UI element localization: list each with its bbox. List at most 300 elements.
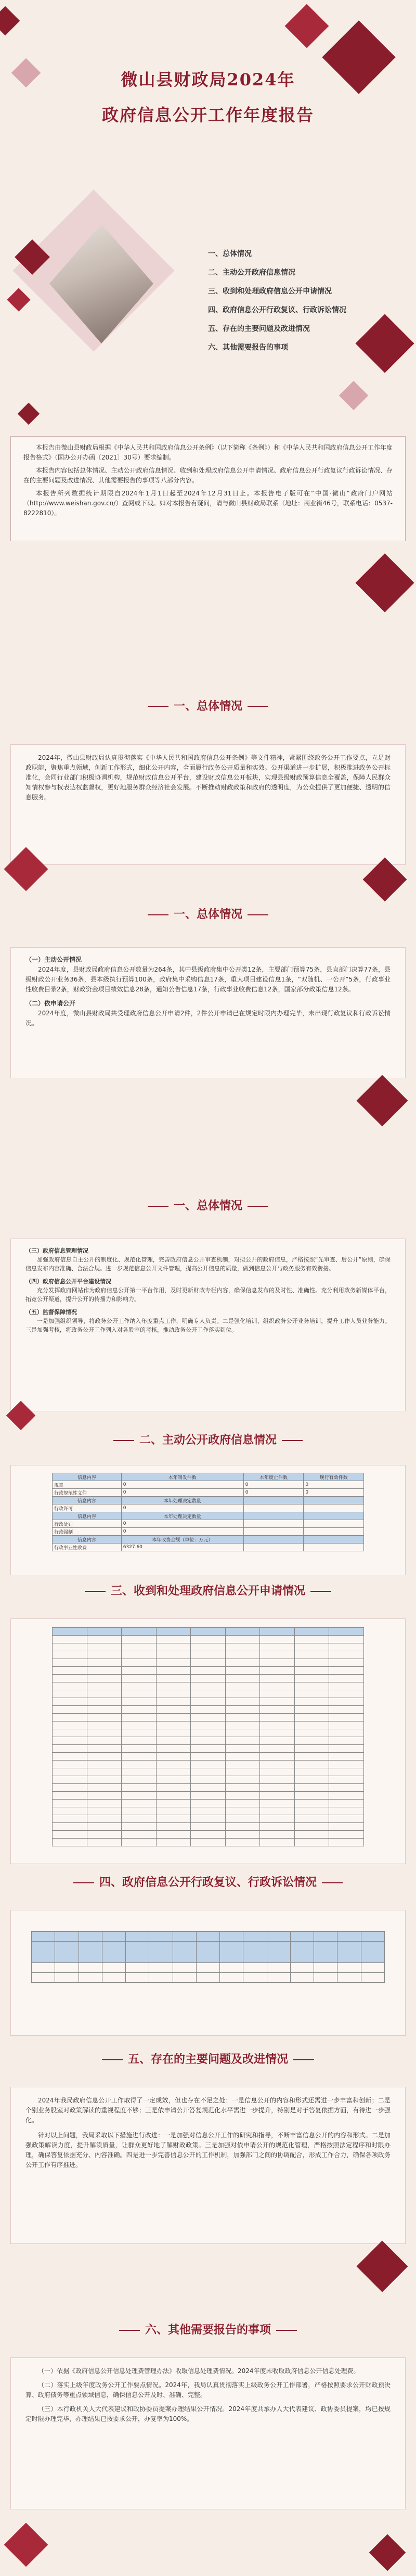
table-cell [294,1815,329,1823]
table-cell [87,1753,122,1761]
table-row [53,1667,364,1675]
table-cell [55,1973,79,1983]
table-cell [122,1667,157,1675]
table-cell [87,1690,122,1698]
section-text: 2024年我局政府信息公开工作取得了一定成效，但也存在不足之处：一是信息公开的内容和形式还需进一步丰富和创新；二是个别业务股室对政策解读的重视程度不够；三是依申请公开答复规范化水平需进一步提升，特别是对于答复依据方面，有待进一步强化。 [25,2097,391,2124]
table-cell [225,1768,260,1776]
section-text: 2024年度，微山县财政局共受理政府信息公开申请2件，2件公开申请已在规定时限内办理完毕，未出现行政复议和行政诉讼情况。 [25,1010,391,1027]
table-cell [314,1963,337,1973]
decor-diamond [339,381,369,411]
table-cell [191,1831,226,1839]
table-cell [87,1651,122,1659]
table-row [53,1636,364,1643]
table-cell [304,1536,364,1544]
table-cell [361,1973,384,1983]
table-row [53,1753,364,1761]
table-cell [53,1784,87,1792]
table-row [53,1544,364,1551]
table-row [53,1651,364,1659]
table-cell [243,1942,267,1963]
table-cell [156,1659,191,1667]
table-cell [243,1528,304,1536]
table-cell [225,1636,260,1643]
table-row [53,1528,364,1536]
table-cell [294,1831,329,1839]
table-cell [225,1761,260,1768]
table-cell [191,1690,226,1698]
table-cell [260,1792,295,1800]
table-cell [225,1800,260,1807]
table-cell [53,1831,87,1839]
table-cell [87,1761,122,1768]
table-row [53,1698,364,1706]
table-cell [260,1651,295,1659]
table-row [53,1706,364,1714]
table-cell [87,1807,122,1815]
table-cell [102,1963,125,1973]
table-cell [87,1706,122,1714]
table-cell [122,1761,157,1768]
table-cell: 本年收费金额（单位：万元） [121,1536,243,1544]
decor-diamond [355,553,414,612]
table-cell [329,1761,364,1768]
table-cell [225,1815,260,1823]
table-cell [53,1753,87,1761]
table-row [53,1768,364,1776]
table-cell [243,1497,304,1504]
section-card [10,947,406,1078]
table-cell [53,1807,87,1815]
intro-paragraph: 本报告所列数据统计期限自2024年1月1日起至2024年12月31日止。本报告电子版可在“中国·微山”政府门户网站（http://www.weishan.gov.cn/）查阅或下载。如对本报告有疑问，请与微山县财政局联系（地址：商业街46号，联系电话：0537-8222810）。 [23,490,393,517]
table-cell [260,1839,295,1846]
toc-item[interactable]: 六、其他需要报告的事项 [208,343,288,352]
table-cell [260,1628,295,1636]
table-cell [260,1776,295,1784]
table-cell: 6327.60 [121,1544,243,1551]
table-cell [156,1800,191,1807]
table-cell [294,1690,329,1698]
table-cell [329,1839,364,1846]
table-cell: 本年处理决定数量 [121,1497,243,1504]
table-cell [260,1667,295,1675]
table-cell [87,1659,122,1667]
table-cell [329,1721,364,1729]
table-cell [225,1784,260,1792]
table-cell [156,1628,191,1636]
table-row [32,1932,385,1942]
table-cell [225,1776,260,1784]
table-cell [225,1659,260,1667]
table-cell [122,1698,157,1706]
table-cell [225,1729,260,1737]
table-cell [243,1973,267,1983]
table-cell [196,1963,219,1973]
table-cell [225,1690,260,1698]
table-cell [191,1776,226,1784]
table-cell [329,1714,364,1721]
table-row [53,1714,364,1721]
table-cell [225,1737,260,1745]
table-cell [290,1942,314,1963]
table-row [32,1963,385,1973]
table-cell [260,1690,295,1698]
table-row [53,1659,364,1667]
table-cell [32,1973,55,1983]
table-cell [243,1512,304,1520]
table-cell [191,1651,226,1659]
table-cell: 信息内容 [53,1473,122,1481]
table-cell [102,1932,125,1942]
table-cell [294,1636,329,1643]
table-cell [122,1721,157,1729]
table-cell [53,1721,87,1729]
decor-diamond [18,403,40,425]
decor-diamond [7,288,30,311]
table-cell [225,1714,260,1721]
table-cell [329,1651,364,1659]
table-cell [304,1544,364,1551]
table-cell [225,1745,260,1753]
table-cell: 0 [121,1520,243,1528]
table-cell [260,1831,295,1839]
table-cell [122,1636,157,1643]
table-row [53,1831,364,1839]
table-cell [191,1628,226,1636]
table-cell [294,1807,329,1815]
table-cell [191,1698,226,1706]
table-cell [149,1942,173,1963]
table-cell [304,1512,364,1520]
table-cell [173,1973,196,1983]
table-cell [329,1792,364,1800]
table-cell [243,1536,304,1544]
table-cell [304,1497,364,1504]
intro-box [10,436,406,541]
table-row [53,1504,364,1512]
table-row [53,1520,364,1528]
table-cell [191,1659,226,1667]
toc-item[interactable]: 三、收到和处理政府信息公开申请情况 [208,287,332,296]
table-cell [156,1745,191,1753]
table-cell [191,1807,226,1815]
table-cell [191,1643,226,1651]
table-cell [122,1776,157,1784]
table-cell: 行政许可 [53,1504,122,1512]
table-cell [156,1667,191,1675]
section-heading: 一、总体情况 [0,697,416,713]
table-cell [260,1682,295,1690]
table-cell [126,1932,149,1942]
table-cell [260,1745,295,1753]
table-cell [122,1643,157,1651]
table-row [53,1481,364,1489]
table-cell [87,1636,122,1643]
table-cell [294,1721,329,1729]
table-row [53,1823,364,1831]
table-cell [267,1963,290,1973]
table-row [53,1690,364,1698]
table-row [53,1729,364,1737]
table-cell [220,1963,243,1973]
table-cell [329,1698,364,1706]
table-cell [329,1690,364,1698]
table-cell [191,1636,226,1643]
table-row [32,1942,385,1963]
section-text: 充分发挥政府网站作为政府信息公开第一平台作用，及时更新财政专栏内容，确保信息发布的及时性、准确性。充分利用政务新媒体平台，拓宽公开渠道，提升公开的传播力和影响力。 [25,1287,391,1303]
table-cell [225,1682,260,1690]
table-cell [87,1737,122,1745]
table-cell [304,1528,364,1536]
table-cell [53,1675,87,1682]
section-heading: 三、收到和处理政府信息公开申请情况 [0,1582,416,1598]
section-card [10,2087,406,2244]
table-cell [329,1659,364,1667]
table-cell [260,1643,295,1651]
table-row [53,1536,364,1544]
table-cell [122,1659,157,1667]
table-cell: 本年废止件数 [243,1473,304,1481]
table-cell [156,1839,191,1846]
table-cell [53,1698,87,1706]
table-cell [294,1745,329,1753]
table-cell [191,1714,226,1721]
table-cell [225,1721,260,1729]
decor-diamond [357,1075,408,1127]
table-cell [191,1761,226,1768]
table-cell [87,1784,122,1792]
section-card [10,1465,406,1575]
table-cell [191,1675,226,1682]
table-cell [122,1628,157,1636]
decor-diamond [0,6,20,36]
table-row [53,1675,364,1682]
table-cell [156,1698,191,1706]
table-cell [294,1729,329,1737]
table-cell [260,1784,295,1792]
table-cell [122,1737,157,1745]
table-cell [294,1706,329,1714]
table-cell [156,1831,191,1839]
table-cell [191,1792,226,1800]
table-cell [87,1745,122,1753]
subheading: （五）监督保障情况 [25,1309,77,1316]
table-cell [225,1698,260,1706]
section-heading: 六、其他需要报告的事项 [0,2321,416,2337]
table-cell [337,1932,361,1942]
table-cell: 信息内容 [53,1512,122,1520]
table-cell [156,1636,191,1643]
table-cell: 行政事业性收费 [53,1544,122,1551]
table-cell [122,1831,157,1839]
table-cell [149,1963,173,1973]
section-card [10,744,406,865]
decor-diamond [4,2523,48,2567]
table-cell [294,1667,329,1675]
table-cell [87,1729,122,1737]
table-cell: 0 [304,1489,364,1497]
table-cell [196,1942,219,1963]
table-cell [191,1706,226,1714]
table-cell [294,1792,329,1800]
table-cell [53,1745,87,1753]
toc-item[interactable]: 二、主动公开政府信息情况 [208,269,295,277]
section-heading: 五、存在的主要问题及改进情况 [0,2050,416,2067]
table-cell [87,1823,122,1831]
table-cell [329,1831,364,1839]
table-cell [122,1784,157,1792]
table-cell [53,1690,87,1698]
table-cell [243,1504,304,1512]
table-cell [329,1628,364,1636]
table-cell [329,1800,364,1807]
table-cell [156,1737,191,1745]
table-cell [191,1823,226,1831]
section-text: （一）依据《政府信息公开信息处理费管理办法》收取信息处理费情况。2024年度未收取政府信息公开信息处理费。 [38,2367,360,2375]
table-cell [294,1643,329,1651]
table-row [53,1512,364,1520]
table-cell [361,1932,384,1942]
table-cell [53,1714,87,1721]
section-card [10,1910,406,2036]
table-cell [156,1753,191,1761]
application-table [52,1627,364,1846]
table-cell [294,1823,329,1831]
subheading: （二）依申请公开 [25,1000,76,1007]
table-cell [53,1815,87,1823]
table-cell [225,1667,260,1675]
table-of-contents [208,245,346,357]
table-cell [122,1839,157,1846]
table-row [53,1776,364,1784]
table-cell [290,1932,314,1942]
table-cell [260,1761,295,1768]
table-row [53,1784,364,1792]
table-cell [122,1753,157,1761]
table-row [53,1792,364,1800]
toc-item[interactable]: 一、总体情况 [208,250,252,258]
table-cell [53,1667,87,1675]
toc-item[interactable]: 四、政府信息公开行政复议、行政诉讼情况 [208,306,346,314]
section-card [10,1618,406,1864]
table-cell [122,1768,157,1776]
table-cell [225,1823,260,1831]
table-cell: 信息内容 [53,1536,122,1544]
table-cell [87,1628,122,1636]
table-row [53,1721,364,1729]
table-cell [32,1932,55,1942]
section-text: 加强政府信息自主公开的制度化、规范化管理，完善政府信息公开审查机制，对拟公开的政府信息，严格按照“先审查、后公开”原则，确保信息发布内容准确、合法合规。进一步规范信息公开文件管理，提高公开信息的质量，做到信息公开与政务服务有效衔接。 [25,1256,391,1272]
table-row [53,1473,364,1481]
section-text: 一是加强组织领导，将政务公开工作纳入年度重点工作，明确专人负责。二是强化培训，组织政务公开业务培训，提升工作人员业务能力。三是加强考核，将政务公开工作列入对各股室的考核，推动政务公开工作落实到位。 [25,1318,391,1333]
table-cell [191,1815,226,1823]
table-cell [337,1942,361,1963]
page-title-line1: 微山县财政局2024年 [121,70,295,90]
table-cell: 规章 [53,1481,122,1489]
table-cell [53,1761,87,1768]
table-cell [87,1682,122,1690]
table-cell [337,1963,361,1973]
table-cell [294,1800,329,1807]
table-cell [156,1651,191,1659]
review-litigation-table [31,1931,385,1983]
table-cell [294,1753,329,1761]
table-cell: 本年制发件数 [121,1473,243,1481]
table-cell [87,1831,122,1839]
table-cell [260,1706,295,1714]
table-cell: 行政处罚 [53,1520,122,1528]
table-cell [87,1800,122,1807]
table-cell: 0 [121,1528,243,1536]
table-cell [122,1706,157,1714]
table-cell: 行政强制 [53,1528,122,1536]
table-cell [122,1823,157,1831]
section-text: （三）本行政机关人大代表建议和政协委员提案办理结果公开情况。2024年度共承办人大代表建议、政协委员提案，均已按规定时限办理完毕，办理结果已按要求公开，办复率为100%。 [25,2405,391,2422]
table-cell [196,1973,219,1983]
table-cell [53,1823,87,1831]
table-cell [122,1800,157,1807]
table-cell [55,1963,79,1973]
table-cell [156,1721,191,1729]
table-cell [294,1698,329,1706]
table-cell [225,1839,260,1846]
table-cell [55,1932,79,1942]
table-cell [225,1807,260,1815]
table-cell [156,1807,191,1815]
table-cell [294,1761,329,1768]
table-cell [260,1698,295,1706]
table-cell [32,1942,55,1963]
table-cell [191,1737,226,1745]
section-text: 针对以上问题，我局采取以下措施进行改进：一是加强对信息公开工作的研究和指导，不断丰富信息公开的内容和形式。二是加强政策解读力度，提升解读质量，让群众更好地了解财政政策。三是加强对依申请公开的规范化管理，严格按照法定程序和时限办理，确保答复依据充分、内容准确。四是进一步完善信息公开的工作机制，加强部门之间的协调配合，形成工作合力，确保各项政务公开工作有序推进。 [25,2132,391,2169]
table-cell: 0 [243,1481,304,1489]
table-cell [260,1737,295,1745]
section-heading: 一、总体情况 [0,1197,416,1213]
table-cell [32,1963,55,1973]
table-row [53,1682,364,1690]
table-cell [314,1942,337,1963]
table-cell [290,1963,314,1973]
table-cell [191,1753,226,1761]
table-cell [267,1942,290,1963]
table-cell [260,1729,295,1737]
table-cell [294,1776,329,1784]
table-cell [156,1682,191,1690]
table-cell [294,1737,329,1745]
table-cell [87,1768,122,1776]
table-cell [329,1636,364,1643]
table-cell [294,1768,329,1776]
section-card [10,1239,406,1411]
table-cell [260,1714,295,1721]
table-cell [294,1714,329,1721]
table-cell: 行政规范性文件 [53,1489,122,1497]
table-row [53,1815,364,1823]
table-row [53,1497,364,1504]
decor-diamond [357,2241,408,2292]
table-cell [260,1753,295,1761]
table-cell [156,1784,191,1792]
table-cell [329,1807,364,1815]
table-cell [329,1815,364,1823]
table-row [53,1643,364,1651]
table-cell [191,1729,226,1737]
table-cell [191,1721,226,1729]
table-cell [260,1721,295,1729]
toc-item[interactable]: 五、存在的主要问题及改进情况 [208,325,310,333]
table-cell [294,1682,329,1690]
table-cell [225,1643,260,1651]
section-text: 2024年度，县财政局政府信息公开数量为264条，其中县级政府集中公开类12条，主要部门预算75条，县直部门决算77条，县级财政公开业务36条，县本级执行预算100条，政府集中采购信息17条，重大项目建设信息1条，“双随机、一公开”5条，行政事业性收费目录2条，财政资金项目绩效信息28条，通知公告信息17条，行政事业收费信息12条，国家部分政策信息12条。 [25,966,391,993]
